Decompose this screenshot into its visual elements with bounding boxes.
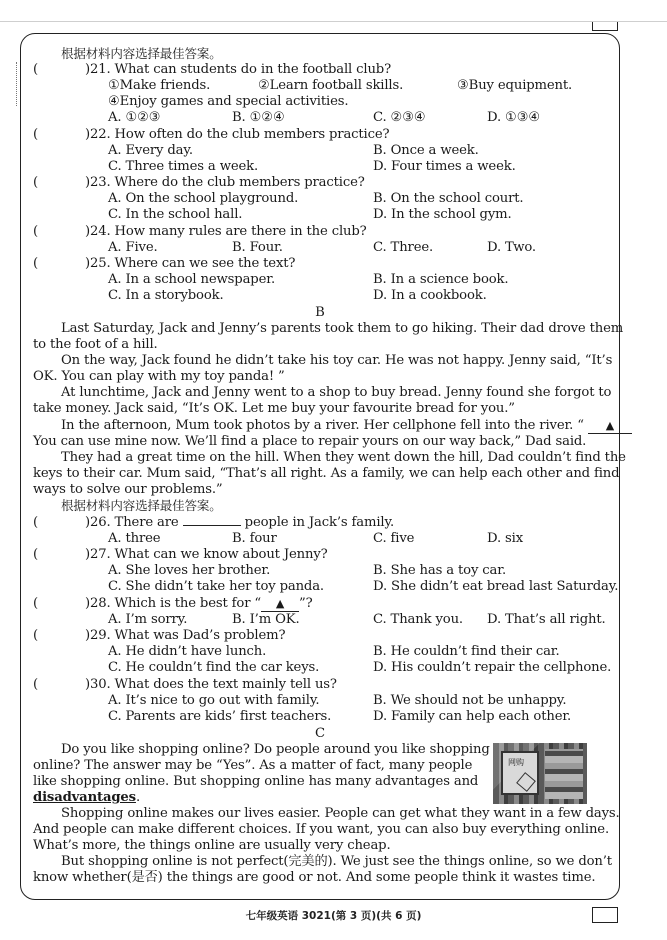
- answer-paren-22[interactable]: (: [33, 127, 39, 142]
- passage-b-line: You can use mine now. We’ll find a place to repair yours on our way back,” Dad said.: [33, 434, 587, 449]
- q27-option-d[interactable]: D. She didn’t eat bread last Saturday.: [373, 579, 619, 594]
- passage-c-line: What’s more, the things online are usually very cheap.: [33, 838, 391, 853]
- q21-item-1: ①Make friends.: [108, 78, 211, 93]
- q28-option-d[interactable]: D. That’s all right.: [487, 612, 606, 627]
- q27-option-b[interactable]: B. She has a toy car.: [373, 563, 506, 578]
- q26-text-post: people in Jack’s family.: [244, 515, 395, 530]
- page-corner-box-top: [592, 22, 618, 31]
- answer-paren-29[interactable]: (: [33, 628, 39, 643]
- q25-option-d[interactable]: D. In a cookbook.: [373, 288, 487, 303]
- q30-option-a[interactable]: A. It’s nice to go out with family.: [108, 693, 320, 708]
- passage-c-line: online? The answer may be “Yes”. As a matter of fact, many people: [33, 758, 473, 773]
- online-shopping-illustration: [493, 743, 587, 804]
- passage-c-line: But shopping online is not perfect(完美的). We just see the things online, so we don’t: [61, 854, 612, 869]
- question-29: )29. What was Dad’s problem?: [85, 628, 286, 643]
- answer-paren-26[interactable]: (: [33, 515, 39, 530]
- answer-paren-21[interactable]: (: [33, 62, 39, 77]
- q28-text-post: ”?: [298, 596, 313, 611]
- q21-item-2: ②Learn football skills.: [258, 78, 404, 93]
- answer-paren-28[interactable]: (: [33, 596, 39, 611]
- q30-option-b[interactable]: B. We should not be unhappy.: [373, 693, 567, 708]
- q28-blank: [261, 597, 299, 612]
- q25-option-a[interactable]: A. In a school newspaper.: [108, 272, 275, 287]
- q27-option-a[interactable]: A. She loves her brother.: [108, 563, 271, 578]
- passage-b-line: At lunchtime, Jack and Jenny went to a shop to buy bread. Jenny found she forgot to: [61, 385, 612, 400]
- q22-option-c[interactable]: C. Three times a week.: [108, 159, 259, 174]
- q30-option-d[interactable]: D. Family can help each other.: [373, 709, 572, 724]
- passage-c-line: Shopping online makes our lives easier. People can get what they want in a few days.: [61, 806, 620, 821]
- q25-option-c[interactable]: C. In a storybook.: [108, 288, 224, 303]
- question-28: [85, 596, 313, 612]
- q23-option-d[interactable]: D. In the school gym.: [373, 207, 512, 222]
- page-footer: 七年级英语 3021(第 3 页)(共 6 页): [245, 910, 422, 922]
- q28-option-c[interactable]: C. Thank you.: [373, 612, 463, 627]
- question-25: )25. Where can we see the text?: [85, 256, 296, 271]
- passage-b-line: [61, 418, 632, 434]
- page-corner-box-bottom: [592, 907, 618, 923]
- passage-c-line: know whether(是否) the things are good or not. And some people think it wastes time.: [33, 870, 596, 885]
- q21-option-d[interactable]: D. ①③④: [487, 110, 541, 125]
- answer-paren-30[interactable]: (: [33, 677, 39, 692]
- passage-b-line: On the way, Jack found he didn’t take his toy car. He was not happy. Jenny said, “It’s: [61, 353, 613, 368]
- answer-paren-24[interactable]: (: [33, 224, 39, 239]
- passage-b-line: They had a great time on the hill. When they went down the hill, Dad couldn’t find the: [61, 450, 626, 465]
- answer-paren-25[interactable]: (: [33, 256, 39, 271]
- q28-option-a[interactable]: A. I’m sorry.: [108, 612, 188, 627]
- q22-option-b[interactable]: B. Once a week.: [373, 143, 479, 158]
- q21-option-a[interactable]: A. ①②③: [108, 110, 161, 125]
- blank-marker-icon: ▲: [275, 597, 285, 610]
- answer-paren-23[interactable]: (: [33, 175, 39, 190]
- question-27: )27. What can we know about Jenny?: [85, 547, 328, 562]
- q26-option-c[interactable]: C. five: [373, 531, 415, 546]
- question-26: [85, 515, 394, 531]
- q24-option-d[interactable]: D. Two.: [487, 240, 536, 255]
- q26-blank: [183, 515, 241, 526]
- screen-label: 网购: [508, 758, 524, 767]
- q23-option-a[interactable]: A. On the school playground.: [108, 191, 299, 206]
- q30-option-c[interactable]: C. Parents are kids’ first teachers.: [108, 709, 332, 724]
- q25-option-b[interactable]: B. In a science book.: [373, 272, 509, 287]
- q27-option-c[interactable]: C. She didn’t take her toy panda.: [108, 579, 324, 594]
- passage-blank: [588, 419, 632, 434]
- q24-option-a[interactable]: A. Five.: [108, 240, 158, 255]
- passage-c-line: And people can make different choices. If you want, you can also buy everything online.: [33, 822, 609, 837]
- q28-option-b[interactable]: B. I’m OK.: [232, 612, 300, 627]
- passage-c-text: .: [135, 790, 140, 805]
- q23-option-b[interactable]: B. On the school court.: [373, 191, 524, 206]
- q22-option-a[interactable]: A. Every day.: [108, 143, 193, 158]
- q28-text-pre: )28. Which is the best for “: [85, 596, 261, 611]
- parcel-boxes-icon: [545, 749, 583, 799]
- question-30: )30. What does the text mainly tell us?: [85, 677, 337, 692]
- question-24: )24. How many rules are there in the club?: [85, 224, 367, 239]
- underlined-word: disadvantages: [33, 790, 136, 805]
- question-22: )22. How often do the club members practice?: [85, 127, 390, 142]
- q29-option-b[interactable]: B. He couldn’t find their car.: [373, 644, 560, 659]
- passage-c-line: Do you like shopping online? Do people around you like shopping: [61, 742, 490, 757]
- passage-b-line: OK. You can play with my toy panda! ”: [33, 369, 285, 384]
- q21-option-c[interactable]: C. ②③④: [373, 110, 426, 125]
- q22-option-d[interactable]: D. Four times a week.: [373, 159, 516, 174]
- blank-marker-icon: ▲: [605, 419, 615, 432]
- q26-option-a[interactable]: A. three: [108, 531, 161, 546]
- passage-b-line: take money. Jack said, “It’s OK. Let me buy your favourite bread for you.”: [33, 401, 515, 416]
- q24-option-b[interactable]: B. Four.: [232, 240, 283, 255]
- passage-b-line: Last Saturday, Jack and Jenny’s parents took them to go hiking. Their dad drove them: [61, 321, 624, 336]
- passage-b-text: In the afternoon, Mum took photos by a river. Her cellphone fell into the river. “: [61, 418, 584, 433]
- page-top-rule: [0, 21, 667, 22]
- q21-option-b[interactable]: B. ①②④: [232, 110, 285, 125]
- section-b-heading: B: [315, 305, 325, 320]
- q21-item-4: ④Enjoy games and special activities.: [108, 94, 349, 109]
- q29-option-a[interactable]: A. He didn’t have lunch.: [108, 644, 267, 659]
- q21-item-3: ③Buy equipment.: [457, 78, 573, 93]
- question-21: )21. What can students do in the football club?: [85, 62, 392, 77]
- q24-option-c[interactable]: C. Three.: [373, 240, 434, 255]
- answer-paren-27[interactable]: (: [33, 547, 39, 562]
- section-c-heading: C: [314, 726, 326, 741]
- q26-option-b[interactable]: B. four: [232, 531, 277, 546]
- computer-screen-icon: [501, 751, 539, 795]
- hand-cursor-icon: [516, 772, 536, 792]
- section-b-instruction: 根据材料内容选择最佳答案。: [61, 498, 222, 513]
- q26-option-d[interactable]: D. six: [487, 531, 524, 546]
- passage-b-line: keys to their car. Mum said, “That’s all right. As a family, we can help each other and find: [33, 466, 620, 481]
- q29-option-d[interactable]: D. His couldn’t repair the cellphone.: [373, 660, 612, 675]
- passage-c-line: like shopping online. But shopping online has many advantages and: [33, 774, 479, 789]
- passage-b-line: ways to solve our problems.”: [33, 482, 223, 497]
- q26-text-pre: )26. There are: [85, 515, 179, 530]
- question-23: )23. Where do the club members practice?: [85, 175, 365, 190]
- q29-option-c[interactable]: C. He couldn’t find the car keys.: [108, 660, 320, 675]
- passage-b-line: to the foot of a hill.: [33, 337, 158, 352]
- section-a-instruction: 根据材料内容选择最佳答案。: [61, 46, 222, 61]
- q23-option-c[interactable]: C. In the school hall.: [108, 207, 243, 222]
